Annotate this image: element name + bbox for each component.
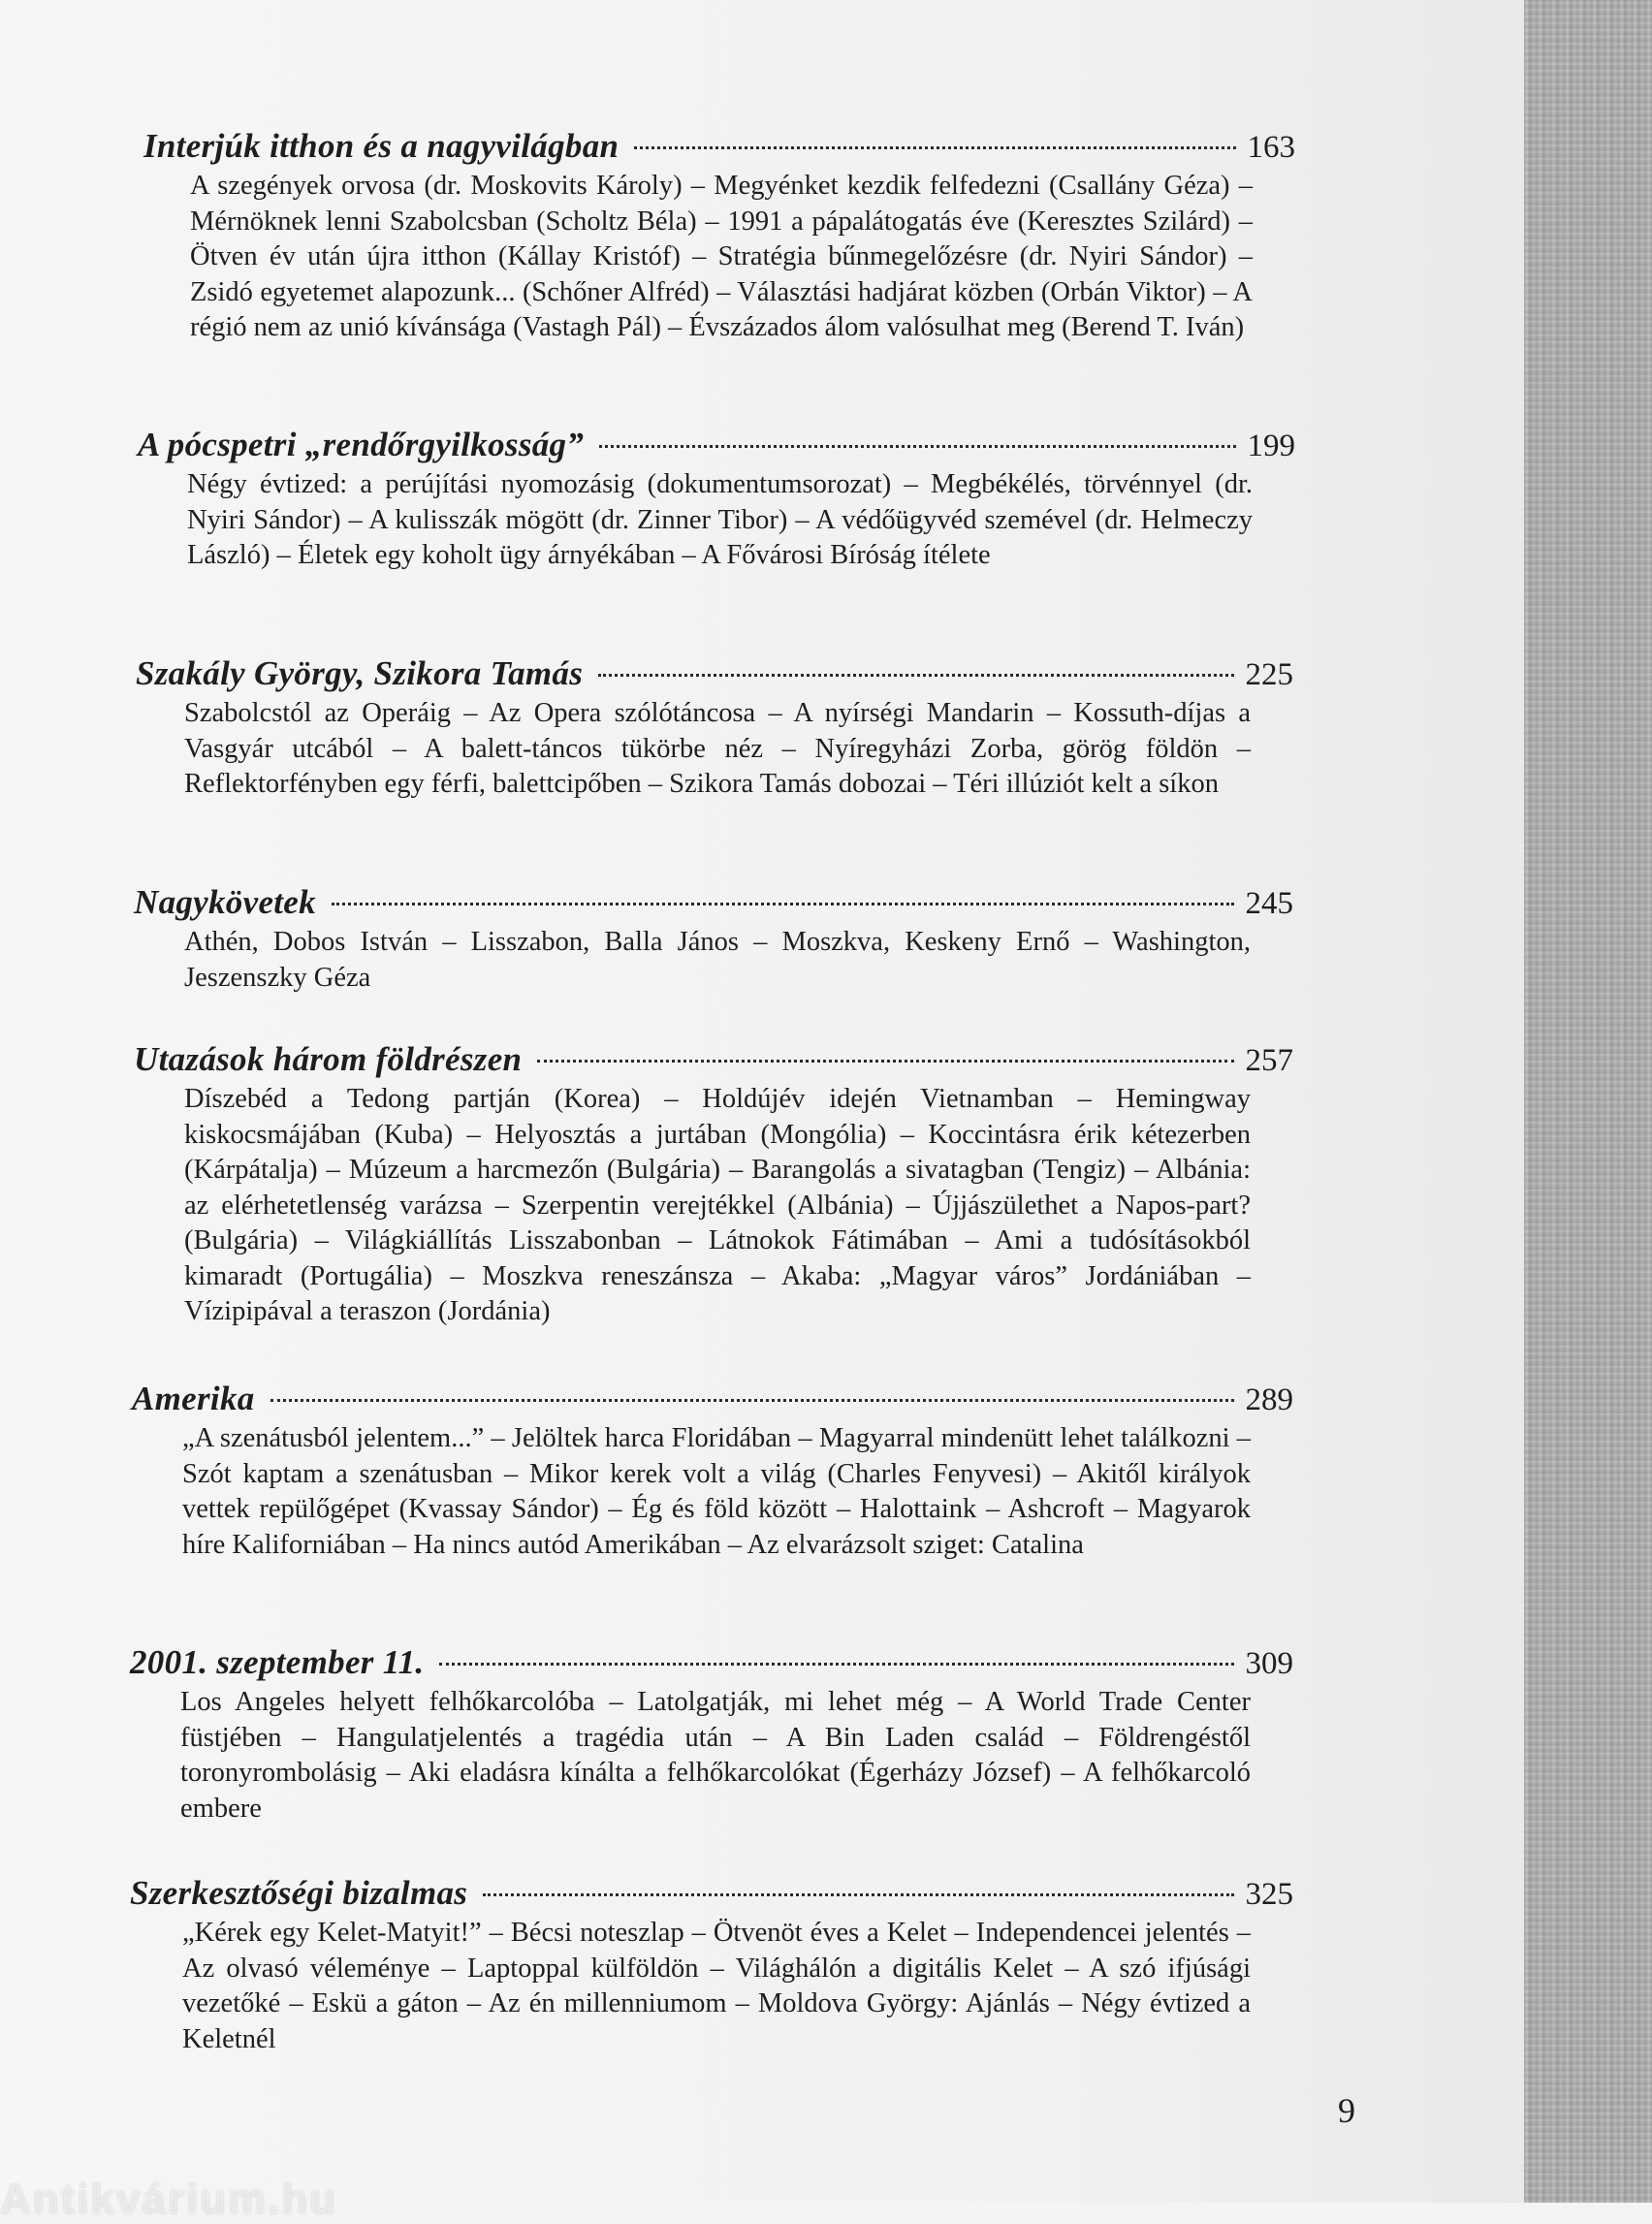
section-description: Szabolcstól az Operáig – Az Opera szólótáncosa – A nyírségi Mandarin – Kossuth-díjas a Vasgyár utcából – A balett-táncos tükörbe néz – Nyíregyházi Zorba, görög földön – Reflektorfényben egy férfi, balettcipőben – Szikora Tamás dobozai – Téri illúziót kelt a síkon	[184, 698, 1251, 799]
dot-leader	[598, 674, 1233, 677]
section-description: Los Angeles helyett felhőkarcolóba – Latolgatják, mi lehet még – A World Trade Center füstjében – Hangulatjelentés a tragédia után – A Bin Laden család – Földrengéstől toronyrombolásig – Aki eladásra kínálta a felhőkarcolókat (Égerházy József) – A felhőkarcoló embere	[180, 1687, 1251, 1824]
section-title: Utazások három földrészen	[134, 1040, 523, 1078]
toc-heading	[130, 1871, 1295, 1916]
dot-leader	[439, 1663, 1233, 1666]
section-description: „Kérek egy Kelet-Matyit!” – Bécsi noteszlap – Ötvenöt éves a Kelet – Independencei jelentés – Az olvasó véleménye – Laptoppal külföldön – Világhálón a digitális Kelet – A szó ifjúsági vezetőké – Eskü a gáton – Az én millenniumom – Moldova György: Ajánlás – Négy évtized a Keletnél	[182, 1918, 1251, 2054]
dot-leader	[483, 1893, 1233, 1896]
page-edge-stack	[1524, 0, 1652, 2203]
section-title: A pócspetri „rendőrgyilkosság”	[138, 426, 585, 463]
section-title: Interjúk itthon és a nagyvilágban	[143, 127, 620, 165]
toc-heading	[132, 1377, 1295, 1421]
dot-leader	[537, 1060, 1233, 1063]
toc-section-pocspetri	[138, 423, 1297, 574]
toc-section-szeptember	[130, 1640, 1295, 1827]
section-title: Szakály György, Szikora Tamás	[136, 654, 584, 692]
section-description: A szegények orvosa (dr. Moskovits Károly) – Megyénket kezdik felfedezni (Csallány Géza) – Mérnöknek lenni Szabolcsban (Scholtz Béla) – 1991 a pápalátogatás éve (Keresztes Szilárd) – Ötven év után újra itthon (Kállay Kristóf) – Stratégia bűnmegelőzésre (dr. Nyiri Sándor) – Zsidó egyetemet alapozunk... (Schőner Alfréd) – Választási hadjárat közben (Orbán Viktor) – A régió nem az unió kívánsága (Vastagh Pál) – Évszázados álom valósulhat meg (Berend T. Iván)	[190, 171, 1253, 342]
toc-section-interjuk	[143, 124, 1297, 346]
toc-section-nagykovetek	[134, 880, 1295, 996]
toc-section-szerkesztosegi	[130, 1871, 1295, 2057]
section-title: Amerika	[132, 1380, 255, 1417]
section-page-number: 325	[1245, 1877, 1293, 1912]
section-page-number: 225	[1245, 657, 1293, 692]
toc-heading	[136, 651, 1295, 696]
section-description: Négy évtized: a perújítási nyomozásig (dokumentumsorozat) – Megbékélés, törvénnyel (dr. Nyiri Sándor) – A kulisszák mögött (dr. Zinner Tibor) – A védőügyvéd szemével (dr. Helmeczy László) – Életek egy koholt ügy árnyékában – A Fővárosi Bíróság ítélete	[187, 469, 1253, 570]
toc-section-amerika	[132, 1377, 1295, 1563]
toc-heading	[143, 124, 1297, 169]
dot-leader	[270, 1399, 1234, 1402]
watermark-text: Antikvárium.hu	[0, 2176, 338, 2223]
toc-heading	[134, 880, 1295, 925]
section-title: Nagykövetek	[134, 883, 316, 921]
section-description: Díszebéd a Tedong partján (Korea) – Holdújév idején Vietnamban – Hemingway kiskocsmájában (Kuba) – Helyosztás a jurtában (Mongólia) – Koccintásra érik kétezerben (Kárpátalja) – Múzeum a harcmezőn (Bulgária) – Barangolás a sivatagban (Tengiz) – Albánia: az elérhetetlenség varázsa – Szerpentin verejtékkel (Albánia) – Újjászülethet a Napos-part? (Bulgária) – Világkiállítás Lisszabonban – Látnokok Fátimában – Ami a tudósításokból kimaradt (Portugália) – Moszkva reneszánsza – Akaba: „Magyar város” Jordániában – Vízipipával a teraszon (Jordánia)	[184, 1084, 1251, 1326]
section-page-number: 245	[1245, 886, 1293, 921]
section-description: „A szenátusból jelentem...” – Jelöltek harca Floridában – Magyarral mindenütt lehet találkozni – Szót kaptam a szenátusban – Mikor kerek volt a világ (Charles Fenyvesi) – Akitől királyok vettek repülőgépet (Kvassay Sándor) – Ég és föld között – Halottaink – Ashcroft – Magyarok híre Kaliforniában – Ha nincs autód Amerikában – Az elvarázsolt sziget: Catalina	[182, 1423, 1251, 1560]
toc-section-szakaly	[136, 651, 1295, 803]
section-page-number: 289	[1245, 1382, 1293, 1417]
toc-heading	[134, 1037, 1295, 1082]
section-page-number: 163	[1247, 130, 1295, 165]
section-title: 2001. szeptember 11.	[130, 1643, 425, 1681]
dot-leader	[599, 445, 1235, 448]
toc-heading	[138, 423, 1297, 467]
toc-section-utazasok	[134, 1037, 1295, 1330]
dot-leader	[332, 903, 1234, 905]
section-description: Athén, Dobos István – Lisszabon, Balla János – Moszkva, Keskeny Ernő – Washington, Jeszenszky Géza	[184, 927, 1251, 993]
section-page-number: 257	[1245, 1043, 1293, 1078]
section-page-number: 199	[1247, 429, 1295, 463]
folio-page-number: 9	[1338, 2091, 1355, 2130]
section-page-number: 309	[1245, 1646, 1293, 1681]
section-title: Szerkesztőségi bizalmas	[130, 1874, 468, 1912]
toc-heading	[130, 1640, 1295, 1685]
dot-leader	[634, 146, 1235, 149]
